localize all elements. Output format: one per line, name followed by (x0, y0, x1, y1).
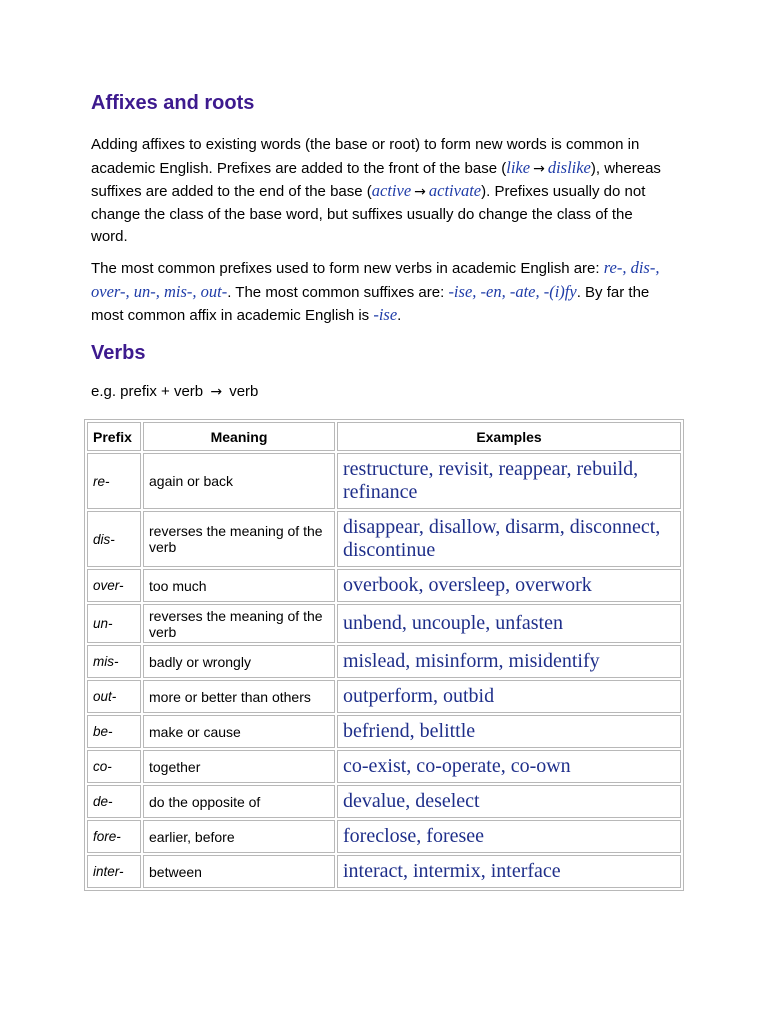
meaning-cell: too much (143, 569, 335, 602)
meaning-cell: reverses the meaning of the verb (143, 511, 335, 567)
common-prefixes: re-, dis-, over-, un-, mis-, out- (91, 258, 660, 301)
prefix-cell: inter- (87, 855, 141, 888)
examples-cell: foreclose, foresee (337, 820, 681, 853)
intro-text-2: ), whereas suffixes are added to the end of the base ( (91, 159, 661, 200)
examples-cell: overbook, oversleep, overwork (337, 569, 681, 602)
table-row (87, 680, 681, 713)
table-row (87, 453, 681, 509)
examples-cell: restructure, revisit, reappear, rebuild, refinance (337, 453, 681, 509)
table-row (87, 569, 681, 602)
verb-prefix-table (84, 419, 684, 891)
right-arrow-icon: → (210, 384, 223, 400)
right-arrow-icon: → (533, 160, 545, 177)
top-affix: -ise (373, 305, 398, 324)
meaning-cell: make or cause (143, 715, 335, 748)
meaning-cell: together (143, 750, 335, 783)
table-row (87, 820, 681, 853)
header-examples: Examples (337, 422, 681, 451)
common-text-2: . The most common suffixes are: (227, 283, 449, 301)
right-arrow-icon: → (414, 184, 426, 200)
table-row (87, 715, 681, 748)
verb-formula (91, 381, 258, 403)
examples-cell: outperform, outbid (337, 680, 681, 713)
table-row (87, 750, 681, 783)
common-suffixes: -ise, -en, -ate, -(i)fy (448, 281, 577, 301)
prefix-cell: mis- (87, 645, 141, 678)
header-prefix: Prefix (87, 422, 141, 451)
common-text-4: . (397, 307, 402, 324)
examples-cell: disappear, disallow, disarm, disconnect, discontinue (337, 511, 681, 567)
prefix-cell: out- (87, 680, 141, 713)
formula-text-after: verb (225, 383, 259, 400)
meaning-cell: earlier, before (143, 820, 335, 853)
table-row (87, 855, 681, 888)
prefix-cell: dis- (87, 511, 141, 567)
prefix-cell: be- (87, 715, 141, 748)
table-row (87, 604, 681, 643)
table-row (87, 785, 681, 818)
table-row (87, 511, 681, 567)
meaning-cell: more or better than others (143, 680, 335, 713)
example-activate: activate (428, 181, 482, 200)
intro-text-3: ). Prefixes usually do not change the class of the base word, but suffixes usually do change the class of the word. (91, 183, 646, 245)
prefix-cell: fore- (87, 820, 141, 853)
common-text-1: The most common prefixes used to form new verbs in academic English are: (91, 260, 604, 277)
examples-cell: unbend, uncouple, unfasten (337, 604, 681, 643)
prefix-cell: over- (87, 569, 141, 602)
meaning-cell: reverses the meaning of the verb (143, 604, 335, 643)
meaning-cell: again or back (143, 453, 335, 509)
common-text-3: . By far the most common affix in academic English is (91, 283, 650, 324)
examples-cell: devalue, deselect (337, 785, 681, 818)
meaning-cell: between (143, 855, 335, 888)
table-row (87, 645, 681, 678)
intro-text-1: Adding affixes to existing words (the base or root) to form new words is common in academic English. Prefixes are added to the front of the base ( (91, 136, 640, 177)
common-affixes-paragraph (91, 257, 681, 328)
examples-cell: co-exist, co-operate, co-own (337, 750, 681, 783)
prefix-cell: un- (87, 604, 141, 643)
example-dislike: dislike (547, 157, 591, 177)
examples-cell: befriend, belittle (337, 715, 681, 748)
formula-text-before: e.g. prefix + verb (91, 383, 208, 400)
examples-cell: interact, intermix, interface (337, 855, 681, 888)
meaning-cell: badly or wrongly (143, 645, 335, 678)
intro-paragraph (91, 134, 671, 249)
example-like: like (506, 157, 531, 177)
table-header-row (87, 422, 681, 451)
examples-cell: mislead, misinform, misidentify (337, 645, 681, 678)
page-title: Affixes and roots (91, 92, 255, 114)
prefix-cell: de- (87, 785, 141, 818)
meaning-cell: do the opposite of (143, 785, 335, 818)
section-heading-verbs: Verbs (91, 342, 146, 364)
prefix-cell: re- (87, 453, 141, 509)
example-active: active (371, 181, 412, 200)
header-meaning: Meaning (143, 422, 335, 451)
prefix-cell: co- (87, 750, 141, 783)
